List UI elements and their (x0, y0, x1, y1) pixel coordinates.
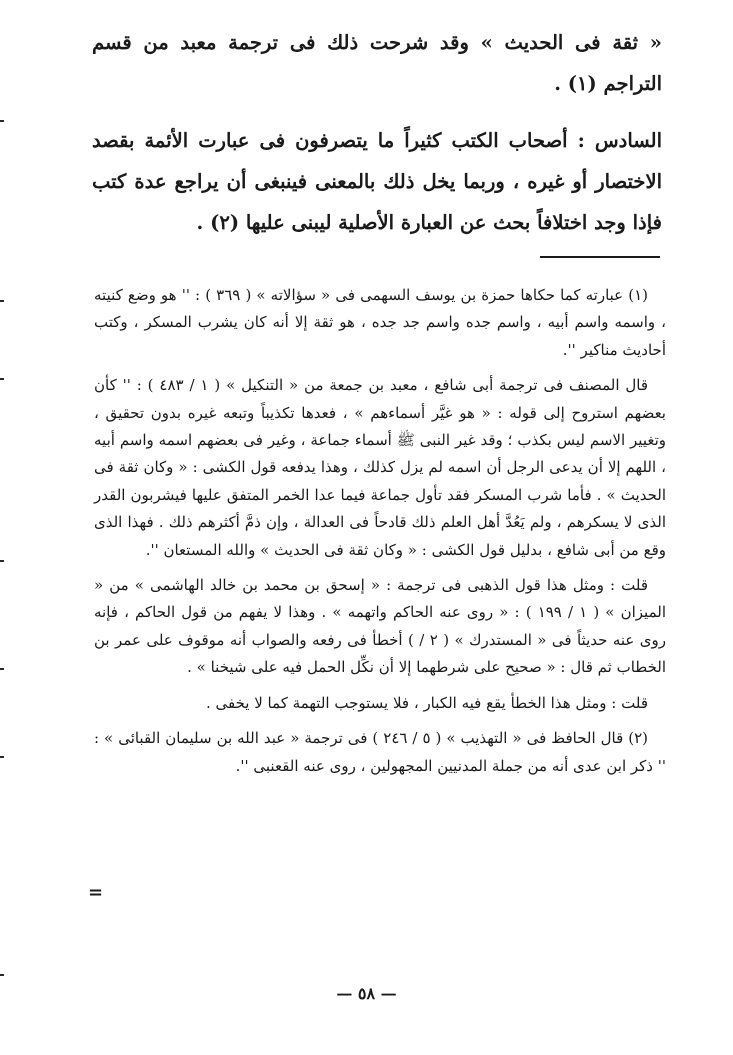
continuation-mark: = (88, 882, 104, 903)
page-number-dash-right: — (380, 984, 397, 1003)
scan-bleed-mark (0, 974, 4, 976)
main-text-block-2 (92, 120, 662, 243)
footnote-separator (540, 256, 660, 258)
page-number-dash-left: — (336, 984, 353, 1003)
footnote-1-continuation: قال المصنف فى ترجمة أبى شافع ، معبد بن جمعة من « التنكيل » ( ١ / ٤٨٣ ) : '' كأن بعضهم استروح إلى قوله : « هو غيَّر أسماءهم » ، فعدها تكذيباً وتبعه غيره بدون تحقيق ، وتغيير الاسم ليس بكذب ؛ وقد غير النبى ﷺ أسماء جماعة ، وغير فى بعضهم اسمه واسم أبيه ، اللهم إلا أن يدعى الرجل أن اسمه لم يزل كذلك ، وهذا يدفعه قول الكشى : « وكان ثقة فى الحديث » . فأما شرب المسكر فقد تأول جماعة فيما عدا الخمر المتفق عليها فيشربون القدر الذى لا يسكرهم ، ولم يَعُدَّ أهل العلم ذلك قادحاً فى العدالة ، وإن ذمَّ أكثرهم ذلك . فهذا الذى وقع من أبى شافع ، بدليل قول الكشى : « وكان ثقة فى الحديث » والله المستعان ''. (94, 376, 666, 559)
footnote-1: (١) عبارته كما حكاها حمزة بن يوسف السهمى فى « سؤالاته » ( ٣٦٩ ) : '' هو وضع كنيته ، واسمه واسم أبيه ، واسم جده واسم جد جده ، هو ثقة إلا أنه كان يشرب المسكر ، وكتب أحاديث مناكير ''. (94, 286, 666, 359)
page-number (0, 984, 733, 1003)
main-paragraph-2 (92, 120, 662, 243)
scan-bleed-mark (0, 756, 4, 758)
scan-bleed-mark (0, 120, 4, 122)
scan-bleed-mark (0, 378, 4, 380)
main-text-block-1 (92, 22, 662, 104)
section-body-sixth: أصحاب الكتب كثيراً ما يتصرفون فى عبارت الأئمة بقصد الاختصار أو غيره ، وربما يخل ذلك بالمعنى فينبغى أن يراجع عدة كتب فإذا وجد اختلافاً بحث عن العبارة الأصلية ليبنى عليها (٢) . (92, 129, 662, 234)
footnote-2: (٢) قال الحافظ فى « التهذيب » ( ٥ / ٢٤٦ ) فى ترجمة « عبد الله بن سليمان القبائى » : '' ذكر ابن عدى أنه من جملة المدنيين المجهولين ، روى عنه القعنبى ''. (94, 729, 666, 775)
scan-bleed-mark (0, 300, 4, 302)
scan-bleed-mark (0, 560, 4, 562)
footnotes (94, 282, 666, 788)
section-lead-sixth: السادس : (577, 129, 663, 152)
scan-bleed-mark (0, 668, 4, 670)
main-paragraph-1: « ثقة فى الحديث » وقد شرحت ذلك فى ترجمة معبد من قسم التراجم (١) . (92, 31, 662, 95)
page-number-value: ٥٨ (357, 984, 376, 1003)
footnote-1-remark-1: قلت : ومثل هذا قول الذهبى فى ترجمة : « إسحق بن محمد بن خالد الهاشمى » من « الميزان » ( ١ / ١٩٩ ) : « روى عنه الحاكم واتهمه » . وهذا لا يفهم من قول الحاكم ، فإنه روى عنه حديثاً فى « المستدرك » ( ٢ / ) أخطأ فى رفعه والصواب أنه موقوف على عمر بن الخطاب ثم قال : « صحيح على شرطهما إلا أن نكِّل الحمل فيه على شيخنا » . (94, 576, 666, 677)
footnote-1-remark-2: قلت : ومثل هذا الخطأ يقع فيه الكبار ، فلا يستوجب التهمة كما لا يخفى . (205, 693, 648, 712)
